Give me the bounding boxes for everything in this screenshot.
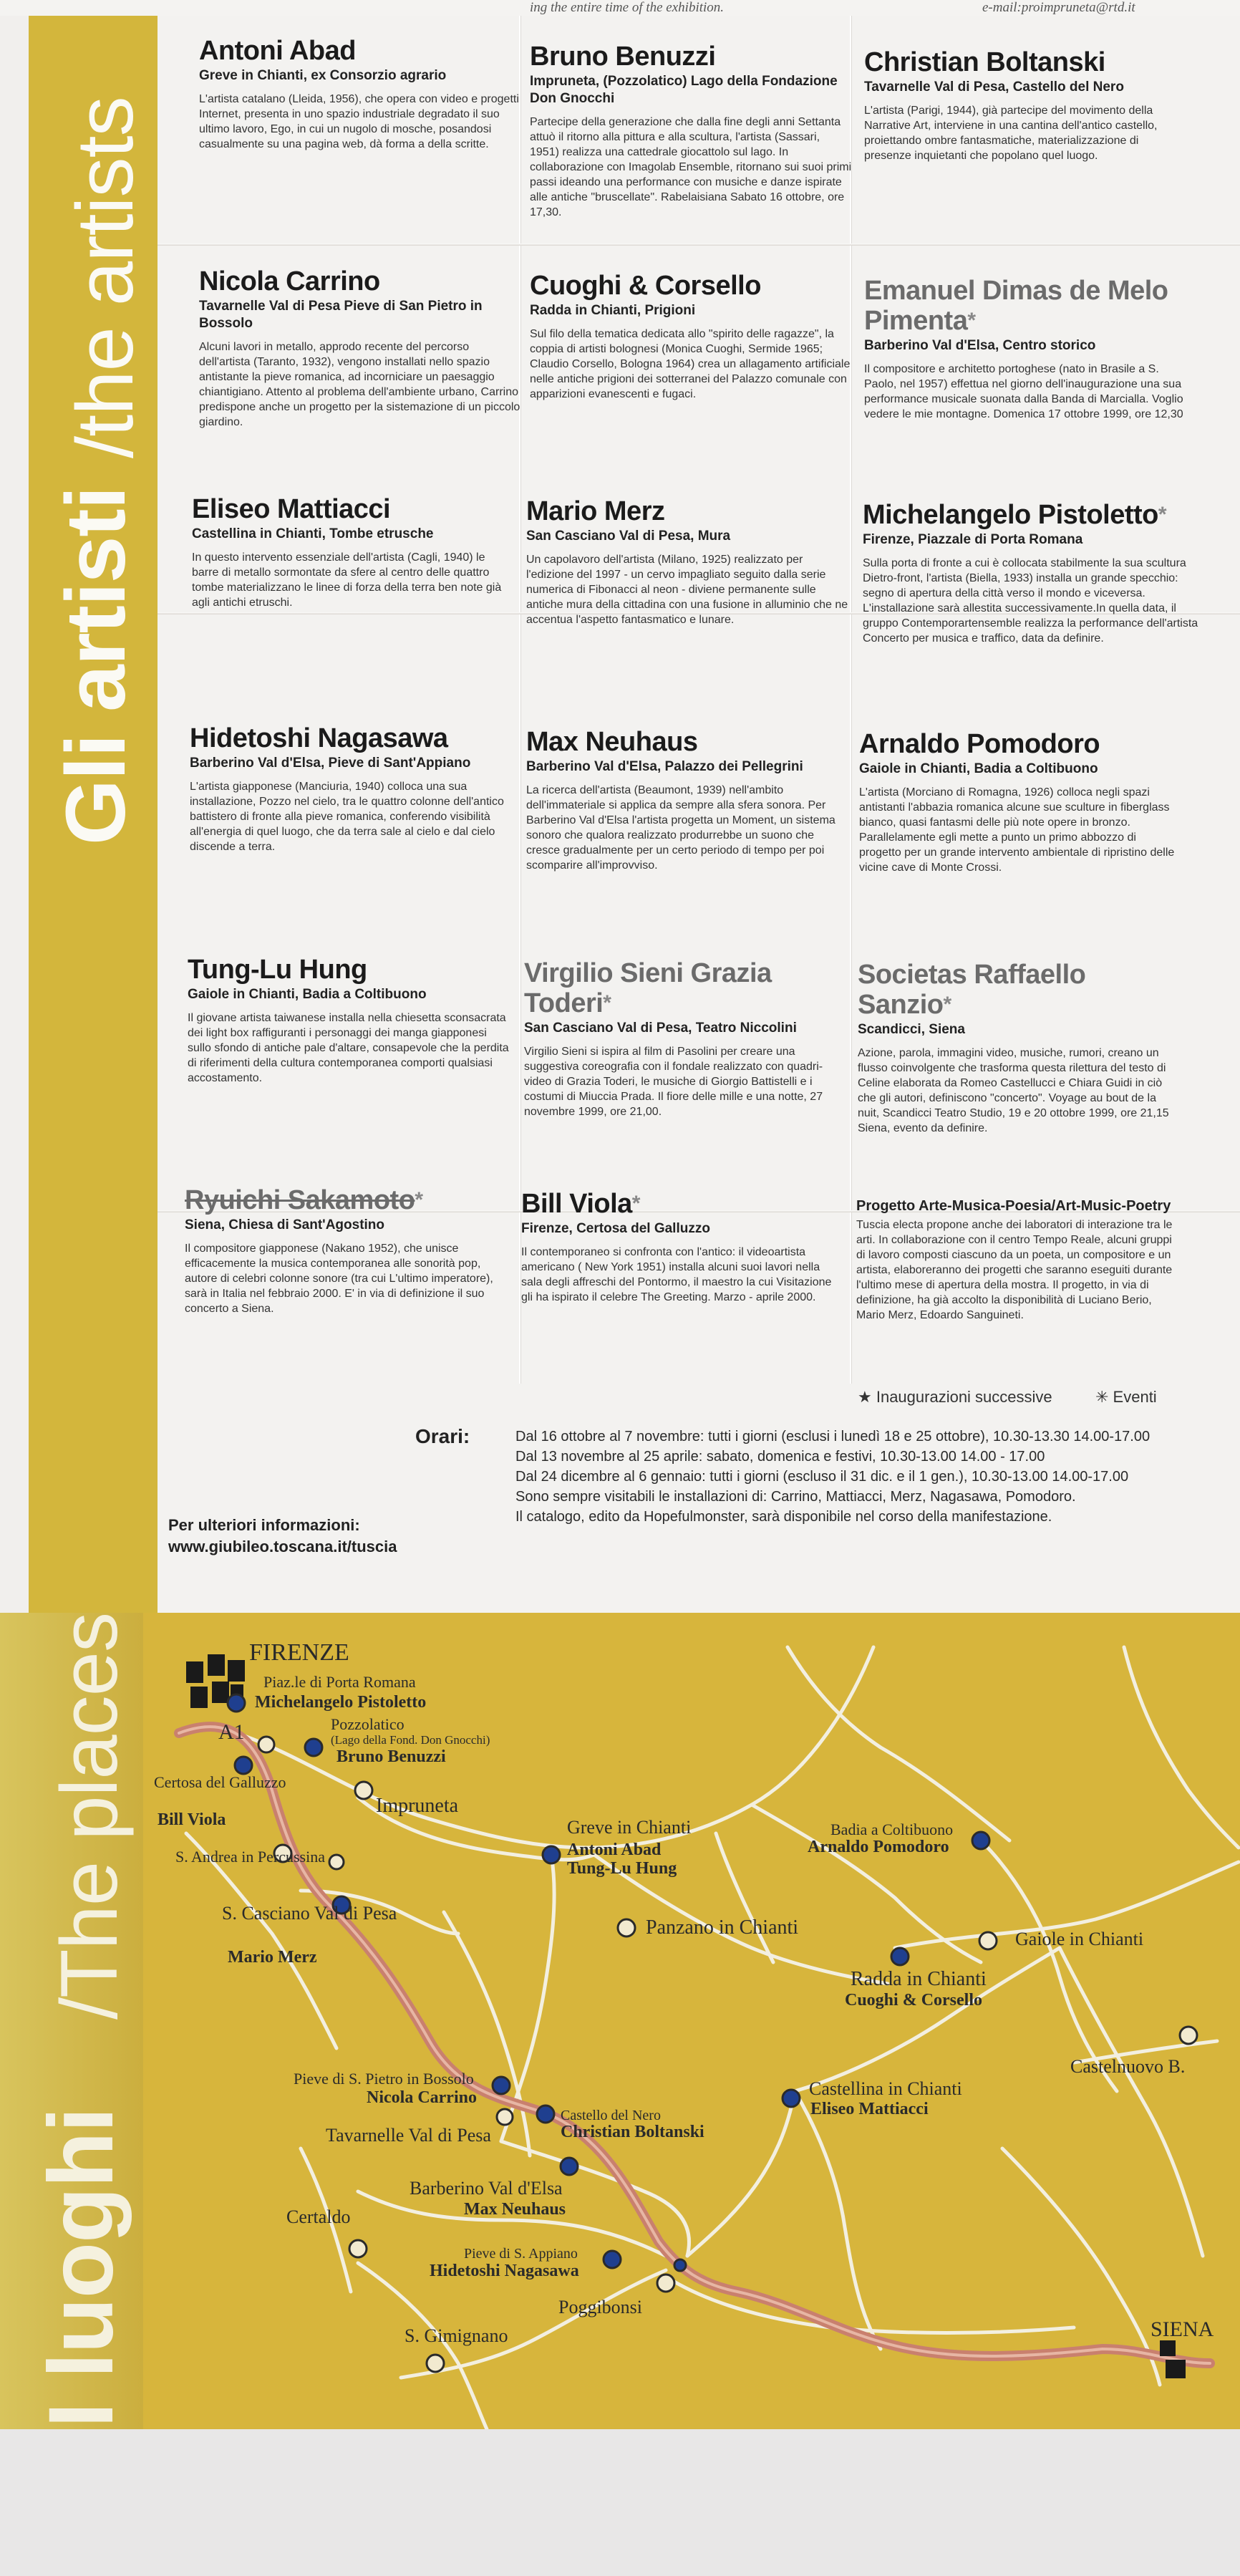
artist-name: Antoni Abad (199, 36, 356, 66)
artist-name: Hidetoshi Nagasawa (190, 723, 448, 753)
artist-text: L'artista (Parigi, 1944), già partecipe del movimento della Narrative Art, interviene in una cantina dell'antico castello, proiettando ombre fantasmatiche, materializzazione di presenze inquietanti che popolano quel luogo. (864, 105, 1158, 162)
artist-card (524, 958, 846, 1119)
artist-text: Il contemporaneo si confronta con l'antico: il videoartista americano ( New York 1951) installa alcuni suoi lavori nella sala degli affreschi del Pontormo, il maestro la cui Visitazione gli ha ispirato il celebre The Greeting. Marzo - aprile 2000. (521, 1246, 832, 1303)
map-dot-nagasawa (604, 2251, 621, 2268)
map-label-nagasawa: Hidetoshi Nagasawa (430, 2262, 579, 2280)
artist-place: San Casciano Val di Pesa, Teatro Niccolini (524, 1021, 797, 1036)
artist-text: Il giovane artista taiwanese installa nella chiesetta sconsacrata dei light box raffiguranti i personaggi dei manga giapponesi sullo sfondo di antiche pale d'altare, consapevole che la perdita di riferimenti della cultura contemporanea comporti qualsiasi accostamento. (188, 1012, 509, 1084)
fold-line (158, 243, 1240, 246)
map-label-greve: Greve in Chianti (567, 1817, 692, 1838)
legend-inaugurazioni: ★ Inaugurazioni successive (858, 1388, 1052, 1406)
map-label-cuoghi: Cuoghi & Corsello (845, 1991, 982, 2010)
artist-place: Impruneta, (Pozzolatico) Lago della Fondazione Don Gnocchi (530, 74, 838, 106)
artist-card (526, 727, 848, 873)
map-dot-benuzzi (305, 1739, 322, 1756)
artist-name: Societas Raffaello Sanzio* (858, 960, 1086, 1020)
artist-card (188, 955, 510, 1086)
artist-name: Michelangelo Pistoletto* (863, 500, 1167, 530)
map-svg (143, 1613, 1240, 2429)
artist-name: Ryuichi Sakamoto* (185, 1185, 423, 1215)
artist-name: Virgilio Sieni Grazia Toderi* (524, 958, 772, 1018)
map-dot-cuoghi (891, 1948, 909, 1965)
map-dot-mattiacci (783, 2090, 800, 2107)
map-label-mattiacci: Eliseo Mattiacci (810, 2100, 929, 2118)
map-label-hung: Tung-Lu Hung (567, 1859, 677, 1878)
orari-line: Sono sempre visitabili le installazioni di: Carrino, Mattiacci, Merz, Nagasawa, Pomodoro. (515, 1489, 1076, 1505)
artist-text: La ricerca dell'artista (Beaumont, 1939) nell'ambito dell'immateriale si applica da sempre alla sfera sonora. Per Barberino Val d'Elsa l'artista progetta un Moment, un sistema sonoro che qualora realizzato produrrebbe un suono che cresce gradualmente per un certo periodo di tempo per poi scomparire all'improvviso. (526, 784, 835, 872)
map-label-pistoletto: Michelangelo Pistoletto (255, 1693, 427, 1712)
artist-place: Castellina in Chianti, Tombe etrusche (192, 526, 434, 541)
map-label-impruneta: Impruneta (376, 1795, 459, 1817)
artist-place: Radda in Chianti, Prigioni (530, 303, 696, 318)
info-block (168, 1515, 397, 1558)
orari-line: Dal 24 dicembre al 6 gennaio: tutti i giorni (escluso il 31 dic. e il 1 gen.), 10.30-13.00 14.00-17.00 (515, 1469, 1129, 1485)
map-dot-impruneta (355, 1782, 372, 1799)
orari-lines (515, 1427, 1217, 1527)
artist-text: Virgilio Sieni si ispira al film di Pasolini per creare una suggestiva coreografia con il fondale realizzato con quadri-video di Grazia Toderi, le musiche di Giorgio Battistelli e i costumi di Miuccia Prada. Il fiore delle mille e una notte, 27 novembre 1999, ore 21,00. (524, 1046, 823, 1118)
map-label-porta-romana: Piaz.le di Porta Romana (263, 1673, 416, 1691)
map-dot-neuhaus (561, 2158, 578, 2175)
map-dot-panzano (618, 1919, 635, 1936)
map-label-pomodoro: Arnaldo Pomodoro (808, 1838, 949, 1856)
map-dot-pomodoro (972, 1832, 989, 1849)
artist-text: Sul filo della tematica dedicata allo "spirito delle ragazze", la coppia di artisti bolognesi (Monica Cuoghi, Sermide 1965; Claudio Corsello, Bologna 1964) crea un allagamento artificiale nelle antiche prigioni dei sotterranei del Palazzo comunale con apparizioni evanescenti e fugaci. (530, 328, 851, 400)
map-dot-a1 (258, 1737, 274, 1752)
bottom-background (0, 2429, 1240, 2576)
artist-card (526, 496, 848, 627)
artist-name: Max Neuhaus (526, 727, 698, 757)
map-label-merz: Mario Merz (228, 1948, 317, 1967)
artist-name: Bruno Benuzzi (530, 42, 716, 72)
map-label-gaiole: Gaiole in Chianti (1015, 1929, 1144, 1949)
artist-place: Firenze, Certosa del Galluzzo (521, 1221, 710, 1236)
header-email: e-mail:proimpruneta@rtd.it (982, 0, 1135, 15)
map-dot-gaiole (979, 1932, 997, 1949)
artist-card (199, 266, 521, 430)
orari-line: Dal 13 novembre al 25 aprile: sabato, domenica e festivi, 10.30-13.00 14.00 - 17.00 (515, 1449, 1045, 1465)
artist-card (192, 494, 514, 610)
artist-text: L'artista (Morciano di Romagna, 1926) colloca negli spazi antistanti l'abbazia romanica alcune sue sculture in fiberglass bianco, quasi fantasmi delle più note opere in bronzo. Parallelamente egli mette a punto un primo abbozzo di progetto per un grande intervento ambientale di ripristino delle vicine cave di Monte Crossi. (859, 786, 1175, 874)
map-label-panzano: Panzano in Chianti (646, 1916, 799, 1939)
map-label-benuzzi: Bruno Benuzzi (336, 1747, 446, 1766)
artist-place: Tavarnelle Val di Pesa, Castello del Nero (864, 79, 1124, 95)
artist-text: Alcuni lavori in metallo, approdo recente del percorso dell'artista (Taranto, 1932), vengono installati nello spazio antistante la pieve romanica, ad incorniciare un paesaggio chiantigiano. Attento al problema dell'ambiente urbano, Carrino predispone anche un progetto per la sistemazione di un piccolo giardino. (199, 341, 520, 428)
luoghi-title: I luoghi (30, 2108, 132, 2428)
map-dot-boltanski (537, 2105, 554, 2123)
map-label-viola: Bill Viola (158, 1810, 226, 1829)
map-label-castellina: Castellina in Chianti (809, 2078, 962, 2099)
artist-place: Siena, Chiesa di Sant'Agostino (185, 1217, 385, 1232)
artist-text: L'artista giapponese (Manciuria, 1940) colloca una sua installazione, Pozzo nel cielo, tra le quattro colonne dell'antico battistero di fronte alla pieve romanica, conferendo visibilità all'energia di quel luogo, che da terra sale al cielo e dal cielo discende a terra. (190, 781, 504, 853)
artist-place: Barberino Val d'Elsa, Centro storico (864, 338, 1096, 353)
artist-card (864, 47, 1186, 163)
artist-text: Il compositore e architetto portoghese (nato in Brasile a S. Paolo, nel 1957) effettua nel giorno dell'inaugurazione una sua performance musicale suonata dalla Banda di Marcialla. Voglio vedere le mie montagne. Domenica 17 ottobre 1999, ore 12,30 (864, 363, 1183, 420)
map-label-firenze: FIRENZE (249, 1639, 349, 1666)
artist-name: Emanuel Dimas de Melo Pimenta* (864, 276, 1168, 336)
map-label-tavarnelle: Tavarnelle Val di Pesa (326, 2125, 491, 2146)
map-dot-junction (329, 1855, 344, 1869)
map-label-s-casciano: S. Casciano Val di Pesa (222, 1903, 397, 1924)
artist-text: Il compositore giapponese (Nakano 1952), che unisce efficacemente la musica contemporanea alle sonorità pop, autore di celebri colonne sonore (tra cui L'ultimo imperatore), sarà in Italia nel febbraio 2000. E' in via di definizione il suo concerto a Siena. (185, 1243, 493, 1315)
artist-card (199, 36, 521, 152)
map-label-certosa: Certosa del Galluzzo (154, 1773, 286, 1791)
column-divider (519, 16, 520, 1384)
map-label-s-gimignano: S. Gimignano (405, 2325, 508, 2346)
header-fragment: ing the entire time of the exhibition. (530, 0, 725, 15)
artist-place: Firenze, Piazzale di Porta Romana (863, 532, 1083, 547)
project-card (856, 1196, 1178, 1323)
artist-place: Gaiole in Chianti, Badia a Coltibuono (188, 987, 427, 1002)
map-dot-certaldo (349, 2240, 367, 2257)
artist-name: Tung-Lu Hung (188, 955, 367, 985)
artist-name: Arnaldo Pomodoro (859, 729, 1100, 759)
artist-text: Azione, parola, immagini video, musiche, rumori, creano un flusso coinvolgente che trasforma questa rilettura del testo di Celine elaborata da Romeo Castellucci e Chiara Guidi in ciò che gli autori, definiscono "concerto". Voyage au bout de la nuit, Scandicci Teatro Studio, 19 e 20 ottobre 1999, ore 21,15 Siena, evento da definire. (858, 1047, 1169, 1134)
map-dot-s-gimignano (427, 2355, 444, 2372)
artist-place: Gaiole in Chianti, Badia a Coltibuono (859, 761, 1098, 776)
map-label-carrino: Nicola Carrino (367, 2088, 477, 2107)
the-artists-title: /the artists (60, 97, 150, 458)
map-dot-castelnuovo (1180, 2027, 1197, 2044)
artist-name: Christian Boltanski (864, 47, 1105, 77)
artist-card (190, 723, 512, 854)
artist-place: Tavarnelle Val di Pesa Pieve di San Pietro in Bossolo (199, 299, 483, 331)
map-label-castello-nero: Castello del Nero (561, 2108, 661, 2123)
map-label-s-appiano: Pieve di S. Appiano (464, 2246, 578, 2262)
artist-text: Partecipe della generazione che dalla fine degli anni Settanta attuò il ritorno alla pittura e alla scultura, l'artista (Sassari, 1951) realizza una cattedrale giocattolo sul lago. In collaborazione con Imagolab Ensemble, ritornano sui suoi primi passi ideando una performance con musiche e danze ispirate alle antiche "bruscellate". Rabelaisiana Sabato 16 ottobre, ore 17,30. (530, 116, 852, 218)
map-label-castelnuovo: Castelnuovo B. (1070, 2056, 1186, 2077)
artist-card (521, 1189, 843, 1305)
map-label-bossolo: Pieve di S. Pietro in Bossolo (294, 2070, 474, 2088)
info-url[interactable]: www.giubileo.toscana.it/tuscia (168, 1538, 397, 1555)
orari-label: Orari: (415, 1425, 470, 1447)
map-label-barberino: Barberino Val d'Elsa (410, 2178, 563, 2199)
project-title: Progetto Arte-Musica-Poesia/Art-Music-Poetry (856, 1198, 1171, 1214)
artist-card (859, 729, 1181, 875)
artist-text: Un capolavoro dell'artista (Milano, 1925) realizzato per l'edizione del 1997 - un cervo impagliato seguito dalla serie numerica di Fibonacci al neon - diviene permanente sulle antiche mura della cittadina con una fusione in alluminio che ne accentua l'aspetto fantasmatico e lunare. (526, 554, 848, 626)
artist-place: Barberino Val d'Elsa, Palazzo dei Pellegrini (526, 759, 803, 774)
artist-name: Eliseo Mattiacci (192, 494, 391, 524)
map-label-badia: Badia a Coltibuono (830, 1820, 954, 1838)
map-label-siena: SIENA (1151, 2317, 1214, 2341)
artist-card (863, 500, 1199, 646)
map-dot-abad (543, 1846, 560, 1863)
gli-artisti-title: Gli artisti (49, 486, 143, 845)
orari-line: Il catalogo, edito da Hopefulmonster, sarà disponibile nel corso della manifestazione. (515, 1509, 1052, 1525)
artist-text: In questo intervento essenziale dell'artista (Cagli, 1940) le barre di metallo sormontate da sfere al centro delle quattro tombe materializzano le linee di forza della terra ben note già agli antichi etruschi. (192, 551, 502, 609)
artist-place: San Casciano Val di Pesa, Mura (526, 529, 731, 544)
artist-text: Sulla porta di fronte a cui è collocata stabilmente la sua scultura Dietro-front, l'artista (Biella, 1933) installa un grande specchio: segno di apertura della città verso il mondo e viceversa. L'installazione sarà allestita successivamente.In quella data, il gruppo Contemporartensemble realizza la performance dell'artista Concerto per musica e traffico, data da definire. (863, 557, 1198, 645)
legend-eventi: ✳ Eventi (1095, 1388, 1157, 1406)
artist-name: Mario Merz (526, 496, 665, 526)
artist-place: Scandicci, Siena (858, 1022, 965, 1037)
orari-line: Dal 16 ottobre al 7 novembre: tutti i giorni (esclusi i lunedì 18 e 25 ottobre), 10.30-13.30 14.00-17.00 (515, 1429, 1151, 1444)
project-text: Tuscia electa propone anche dei laboratori di interazione tra le arti. In collaborazione con il centro Tempo Reale, alcuni gruppi di lavoro composti ciascuno da un poeta, un compositore e un artista, elaboreranno dei progetti che saranno eseguiti durante l'ultimo mese di apertura della mostra. Il progetto, in via di definizione, ha già accolto la disponibilità di Luciano Berio, Mario Merz, Edoardo Sanguineti. (856, 1219, 1173, 1321)
map-dot-carrino (493, 2077, 510, 2094)
artist-text: L'artista catalano (Lleida, 1956), che opera con video e progetti Internet, presenta in uno spazio industriale degradato il suo ultimo lavoro, Ego, in cui un nugolo di mosche, posandosi casualmente su una pagina web, dà forma a della scritte. (199, 93, 519, 150)
artist-card (530, 271, 852, 402)
map-label-a1: A1 (218, 1720, 245, 1744)
artist-place: Barberino Val d'Elsa, Pieve di Sant'Appiano (190, 756, 471, 771)
map-label-poggibonsi: Poggibonsi (558, 2297, 643, 2317)
column-divider (850, 16, 851, 1384)
map-dot-route (674, 2259, 686, 2271)
info-label: Per ulteriori informazioni: (168, 1516, 360, 1534)
artist-name: Bill Viola* (521, 1189, 640, 1219)
artist-place: Greve in Chianti, ex Consorzio agrario (199, 68, 447, 83)
map-label-neuhaus: Max Neuhaus (464, 2200, 566, 2219)
artist-name: Nicola Carrino (199, 266, 380, 296)
map-label-boltanski: Christian Boltanski (561, 2123, 704, 2141)
map-label-pozzolatico: Pozzolatico (331, 1715, 405, 1733)
map-label-lago: (Lago della Fond. Don Gnocchi) (331, 1733, 490, 1747)
artist-card (185, 1185, 507, 1316)
left-margin (0, 16, 29, 1613)
artist-card (858, 960, 1180, 1136)
top-strip (0, 0, 1240, 16)
artist-card (530, 42, 852, 220)
map-label-radda: Radda in Chianti (851, 1968, 987, 1990)
map-dot-tavarnelle (497, 2109, 513, 2125)
artist-name: Cuoghi & Corsello (530, 271, 761, 301)
map-label-s-andrea: S. Andrea in Percussina (175, 1848, 325, 1866)
map-dot-viola (235, 1757, 252, 1774)
map-label-certaldo: Certaldo (286, 2206, 351, 2227)
map-dot-pistoletto (228, 1694, 245, 1712)
artist-card (864, 276, 1186, 422)
map-label-abad: Antoni Abad (567, 1841, 662, 1859)
the-places-title: /The places (44, 1613, 134, 2020)
town-dots (258, 1737, 1197, 2372)
map-dot-poggibonsi (657, 2274, 674, 2292)
